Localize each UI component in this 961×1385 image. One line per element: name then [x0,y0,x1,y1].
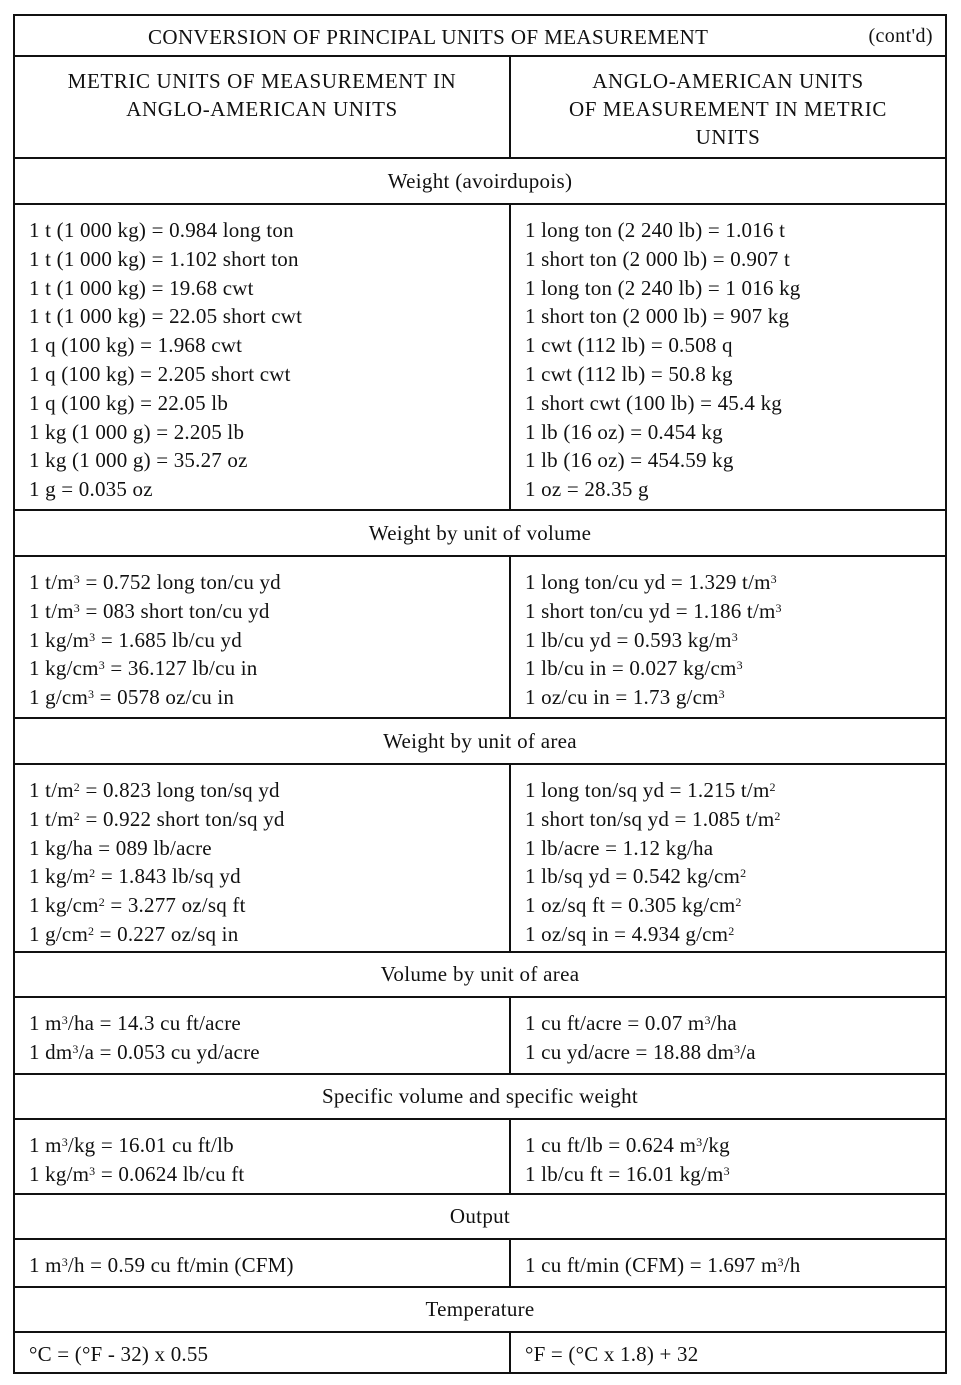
conversion-entry: 1 lb/acre = 1.12 kg/ha [525,835,714,860]
conversion-entry: 1 short cwt (100 lb) = 45.4 kg [525,390,782,415]
section-heading-specific-volume: Specific volume and specific weight [15,1075,945,1120]
conversion-entry: 1 lb/sq yd = 0.542 $kg/cm^2$ [525,864,747,889]
conversion-entry: 1 $g/cm^3 = 0578$ oz/cu in [29,685,235,710]
conversion-entry: 1 $kg/m^3 = 1.685$ lb/cu yd [29,627,242,652]
anglo-entries-weight-by-area [511,765,945,953]
anglo-entries-output [511,1240,945,1288]
conversion-entry: 1 lb/cu yd = 0.593 $kg/m^3$ [525,627,738,652]
conversion-entry: 1 long ton/sq yd = 1.215 $t/m^2$ [525,778,776,802]
conversion-entry: 1 g = 0.035 oz [29,477,153,502]
table-title-row [15,16,945,57]
conversion-entry: 1 oz/sq in = 4.934 $g/cm^2$ [525,921,735,946]
section-heading-temperature: Temperature [15,1288,945,1333]
conversion-entry: 1 $kg/m^3 = 0.0624$ lb/cu ft [29,1161,245,1186]
conversion-entry: 1 q (100 kg) = 1.968 cwt [29,333,243,358]
conversion-entry: 1 t (1 000 kg) = 1.102 short ton [29,246,299,271]
conversion-entry: 1 t (1 000 kg) = 0.984 long ton [29,218,294,242]
metric-column-header [15,57,511,159]
conversion-entry: 1 cu yd/acre = 18.88 $dm^3/a$ [525,1039,756,1064]
anglo-column-header [511,57,945,159]
conversion-entry: 1 $kg/cm^2 = 3.277$ oz/sq ft [29,893,246,918]
conversion-entry: 1 short ton/cu yd = 1.186 $t/m^3$ [525,598,782,623]
conversion-entry: 1 long ton (2 240 lb) = 1.016 t [525,218,786,242]
conversion-table [13,14,947,1374]
conversion-entry: 1 $g/cm^2 = 0.227$ oz/sq in [29,921,239,946]
conversion-entry: °F = (°C x 1.8) + 32 [525,1342,699,1367]
metric-header-line: METRIC UNITS OF MEASUREMENT IN [67,69,457,93]
conversion-entry: 1 $t/m^3 = 0.752$ long ton/cu yd [29,570,281,594]
table-title: CONVERSION OF PRINCIPAL UNITS OF MEASUREMENT [148,25,709,49]
conversion-entry: 1 kg (1 000 g) = 2.205 lb [29,419,245,444]
anglo-entries-specific-volume [511,1120,945,1195]
conversion-entry: 1 cwt (112 lb) = 0.508 q [525,333,733,358]
conversion-entry: 1 q (100 kg) = 2.205 short cwt [29,361,291,386]
conversion-entry: 1 lb (16 oz) = 0.454 kg [525,419,723,444]
conversion-entry: 1 $kg/cm^3 = 36.127$ lb/cu in [29,656,258,681]
section-heading-volume-by-area: Volume by unit of area [15,953,945,998]
metric-entries-specific-volume [15,1120,511,1195]
conversion-entry: 1 $m^3/ha = 14.3$ cu ft/acre [29,1011,241,1035]
conversion-entry: 1 oz/sq ft = 0.305 $kg/cm^2$ [525,893,742,918]
metric-entries-weight [15,205,511,511]
conversion-entry: °C = (°F - 32) x 0.55 [29,1342,209,1367]
conversion-entry: 1 lb/cu ft = 16.01 $kg/m^3$ [525,1161,730,1186]
conversion-entry: 1 short ton (2 000 lb) = 907 kg [525,304,790,329]
conversion-entry: 1 t (1 000 kg) = 19.68 cwt [29,275,254,300]
anglo-header-line: OF MEASUREMENT IN METRIC [569,97,887,121]
conversion-entry: 1 oz = 28.35 g [525,477,649,502]
conversion-entry: 1 $t/m^3 = 083$ short ton/cu yd [29,598,270,623]
conversion-entry: 1 lb/cu in = 0.027 $kg/cm^3$ [525,656,743,681]
anglo-entries-volume-by-area [511,998,945,1075]
conversion-entry: 1 $m^3/h = 0.59$ cu ft/min (CFM) [29,1252,294,1277]
conversion-entry: 1 $dm^3/a = 0.053$ cu yd/acre [29,1039,260,1064]
anglo-header-line: UNITS [695,125,761,149]
conversion-entry: 1 q (100 kg) = 22.05 lb [29,390,229,415]
conversion-entry: 1 short ton (2 000 lb) = 0.907 t [525,246,790,271]
conversion-entry: 1 long ton (2 240 lb) = 1 016 kg [525,275,801,300]
metric-entries-temperature [15,1333,511,1372]
anglo-entries-weight-by-volume [511,557,945,719]
conversion-entry: 1 cu ft/lb = 0.624 $m^3/kg$ [525,1133,730,1157]
conversion-entry: 1 oz/cu in = 1.73 $g/cm^3$ [525,685,725,710]
conversion-entry: 1 short ton/sq yd = 1.085 $t/m^2$ [525,806,781,831]
metric-header-line: ANGLO-AMERICAN UNITS [126,97,398,121]
anglo-entries-weight [511,205,945,511]
conversion-entry: 1 $t/m^2 = 0.823$ long ton/sq yd [29,778,280,802]
conversion-entry: 1 $t/m^2 = 0.922$ short ton/sq yd [29,806,285,831]
metric-entries-volume-by-area [15,998,511,1075]
metric-entries-weight-by-volume [15,557,511,719]
conversion-entry: 1 cu ft/acre = 0.07 $m^3/ha$ [525,1011,737,1035]
conversion-entry: 1 lb (16 oz) = 454.59 kg [525,448,734,473]
section-heading-weight-by-volume: Weight by unit of volume [15,511,945,557]
conversion-entry: 1 cwt (112 lb) = 50.8 kg [525,361,733,386]
metric-entries-output [15,1240,511,1288]
anglo-entries-temperature [511,1333,945,1372]
conversion-entry: 1 kg (1 000 g) = 35.27 oz [29,448,248,473]
conversion-entry: 1 long ton/cu yd = 1.329 $t/m^3$ [525,570,777,594]
metric-entries-weight-by-area [15,765,511,953]
section-heading-weight: Weight (avoirdupois) [15,159,945,205]
conversion-entry: 1 $m^3/kg = 16.01$ cu ft/lb [29,1133,234,1157]
section-heading-weight-by-area: Weight by unit of area [15,719,945,765]
section-heading-output: Output [15,1195,945,1240]
conversion-entry: 1 $kg/m^2 = 1.843$ lb/sq yd [29,864,241,889]
conversion-entry: 1 cu ft/min (CFM) = 1.697 $m^3/h$ [525,1252,801,1277]
anglo-header-line: ANGLO-AMERICAN UNITS [592,69,864,93]
continued-note: (cont'd) [868,25,933,47]
conversion-entry: 1 t (1 000 kg) = 22.05 short cwt [29,304,303,329]
conversion-entry: 1 kg/ha = 089 lb/acre [29,835,212,860]
